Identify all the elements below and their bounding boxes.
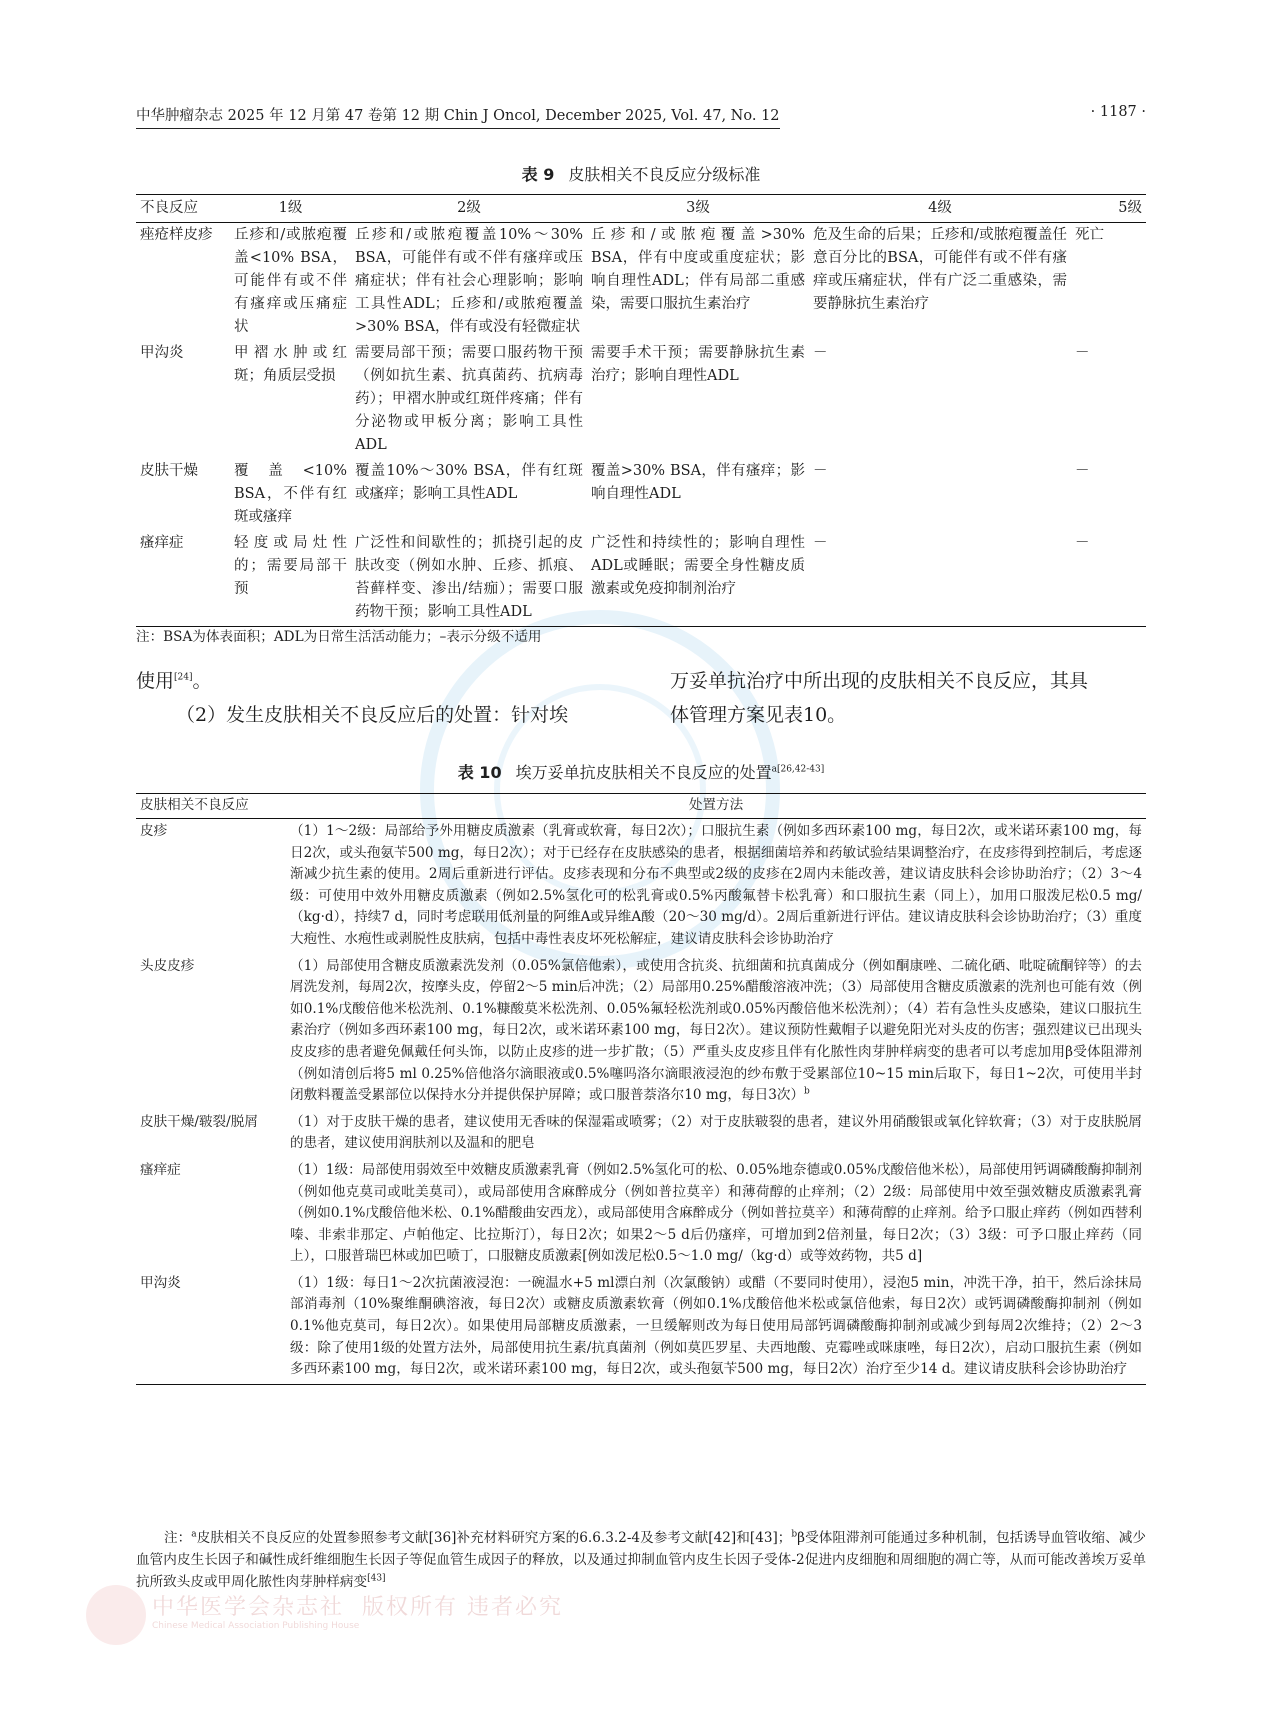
table9-cell: 需要局部干预；需要口服药物干预（例如抗生素、抗真菌药、抗病毒药）；甲褶水肿或红斑伴疼痛；伴有分泌物或甲板分离；影响工具性ADL — [355, 345, 583, 453]
table10-cell: （1）1～2级：局部给予外用糖皮质激素（乳膏或软膏，每日2次）；口服抗生素（例如多西环素100 mg，每日2次，或米诺环素100 mg，每日2次，或头孢氨苄500 mg，每日2次）；对于已经存在皮肤感染的患者，根据细菌培养和药敏试验结果调整治疗，在皮疹得到控制后，考虑逐渐减少抗生素的使用。2周后重新进行评估。皮疹表现和分布不典型或2级的皮疹在2周内未能改善，建议请皮肤科会诊协助治疗；（2）3～4级：可使用中效外用糖皮质激素（例如2.5%氢化可的松乳膏或0.5%丙酸氟替卡松乳膏）和口服抗生素（同上），加用口服泼尼松0.5 mg/（kg·d），持续7 d，同时考虑联用低剂量的阿维A或异维A酸（20～30 mg/d）。2周后重新进行评估。建议请皮肤科会诊协助治疗；（3）重度大疱性、水疱性或剥脱性皮肤病，包括中毒性表皮坏死松解症，建议请皮肤科会诊协助治疗 — [290, 823, 1142, 947]
table10-title: 埃万妥单抗皮肤相关不良反应的处置 — [515, 763, 772, 782]
table9-note: 注：BSA为体表面积；ADL为日常生活活动能力；–表示分级不适用 — [136, 629, 542, 645]
table-row — [136, 531, 1146, 627]
table-row — [136, 1110, 1146, 1158]
table-row — [136, 1271, 1146, 1384]
table10-note: 注：$^a$皮肤相关不良反应的处置参照参考文献[36]补充材料研究方案的6.6.3.2-4及参考文献[42]和[43]；$^b$β受体阻滞剂可能通过多种机制，包括诱导血管收缩、减少血管内皮生长因子和碱性成纤维细胞生长因子等促血管生成因子的释放，以及通过抑制血管内皮生长因子受体-2促进内皮细胞和周细胞的凋亡等，从而可能改善埃万妥单抗所致头皮或甲周化脓性肉芽肿样病变[43] — [136, 1529, 1147, 1590]
table9-cell: － — [1075, 463, 1090, 479]
table9-header: 3级 — [587, 195, 809, 223]
table-row — [136, 1158, 1146, 1271]
table-row — [136, 341, 1146, 459]
table10-header: 处置方法 — [286, 794, 1146, 819]
table9-title: 皮肤相关不良反应分级标准 — [568, 165, 761, 184]
table9-cell: － — [813, 345, 828, 361]
table9-header: 5级 — [1071, 195, 1146, 223]
table10-caption — [136, 760, 1146, 783]
table9-cell: 丘疹和/或脓疱覆盖>30% BSA，伴有中度或重度症状；影响自理性ADL；伴有局部二重感染，需要口服抗生素治疗 — [591, 227, 805, 312]
table10-cell: （1）1级：局部使用弱效至中效糖皮质激素乳膏（例如2.5%氢化可的松、0.05%地奈德或0.05%戊酸倍他米松），局部使用钙调磷酸酶抑制剂（例如他克莫司或吡美莫司），或局部使用含麻醉成分（例如普拉莫辛）和薄荷醇的止痒剂；（2）2级：局部使用中效至强效糖皮质激素乳膏（例如0.1%戊酸倍他米松、0.1%醋酸曲安西龙），或局部使用含麻醉成分（例如普拉莫辛）和薄荷醇的止痒剂。给予口服止痒药（例如西替利嗪、非索非那定、卢帕他定、比拉斯汀），每日2次；如果2～5 d后仍瘙痒，可增加到2倍剂量，每日2次；（3）3级：可予口服止痒药（同上），口服普瑞巴林或加巴喷丁，口服糖皮质激素[例如泼尼松0.5～1.0 mg/（kg·d）或等效药物，共5 d] — [290, 1161, 1142, 1265]
table10 — [136, 793, 1146, 1385]
table10-header-row — [136, 794, 1146, 819]
body-left-line2: （2）发生皮肤相关不良反应后的处置：针对埃 — [176, 704, 569, 726]
table10-cell: （1）对于皮肤干燥的患者，建议使用无香味的保湿霜或喷雾；（2）对于皮肤皲裂的患者，建议外用硝酸银或氧化锌软膏；（3）对于皮肤脱屑的患者，建议使用润肤剂以及温和的肥皂 — [290, 1113, 1142, 1152]
table10-header: 皮肤相关不良反应 — [136, 794, 286, 819]
table9-cell: 丘疹和/或脓疱覆盖10%～30% BSA，可能伴有或不伴有瘙痒或压痛症状；伴有社会心理影响；影响工具性ADL；丘疹和/或脓疱覆盖>30% BSA，伴有或没有轻微症状 — [355, 227, 583, 335]
journal-citation: 中华肿瘤杂志 2025 年 12 月第 47 卷第 12 期 Chin J Oncol, December 2025, Vol. 47, No. 12 — [136, 104, 780, 129]
table-row — [136, 223, 1146, 342]
table10-cell: （1）局部使用含糖皮质激素洗发剂（0.05%氯倍他索），或使用含抗炎、抗细菌和抗真菌成分（例如酮康唑、二硫化硒、吡啶硫酮锌等）的去屑洗发剂，每周2次，按摩头皮，停留2～5 min后冲洗；（2）局部用0.25%醋酸溶液冲洗；（3）局部使用含糖皮质激素的洗剂也可能有效（例如0.1%戊酸倍他米松洗剂、0.1%糠酸莫米松洗剂、0.05%氟轻松洗剂或0.05%丙酸倍他米松洗剂）；（4）若有急性头皮感染，建议口服抗生素治疗（例如多西环素100 mg，每日2次，或米诺环素100 mg，每日2次）。建议预防性戴帽子以避免阳光对头皮的伤害；强烈建议已出现头皮皮疹的患者避免佩戴任何头饰，以防止皮疹的进一步扩散；（5）严重头皮皮疹且伴有化脓性肉芽肿样病变的患者可以考虑加用β受体阻滞剂（例如清创后将5 ml 0.25%倍他洛尔滴眼液或0.5%噻吗洛尔滴眼液浸泡的纱布敷于受累部位10~15 min后取下，每日1~2次，可使用半封闭敷料覆盖受累部位以保持水分并提供保护屏障；或口服普萘洛尔10 mg，每日3次）$^b$ — [290, 957, 1142, 1104]
table10-cell: 头皮皮疹 — [140, 957, 195, 974]
body-right-line1: 万妥单抗治疗中所出现的皮肤相关不良反应，其具 — [670, 670, 1089, 692]
table9-cell: 广泛性和持续性的；影响自理性ADL或睡眠；需要全身性糖皮质激素或免疫抑制剂治疗 — [587, 531, 809, 627]
table9-cell: － — [1075, 345, 1090, 361]
body-left-line1: 使用[24]。 — [136, 670, 212, 692]
table9-cell: 皮肤干燥 — [140, 463, 198, 479]
table9-header: 不良反应 — [136, 195, 230, 223]
table-row — [136, 954, 1146, 1110]
table9-cell: 甲褶水肿或红斑；角质层受损 — [234, 345, 347, 384]
table-row — [136, 819, 1146, 954]
table9-cell: 丘疹和/或脓疱覆盖<10% BSA，可能伴有或不伴有瘙痒或压痛症状 — [234, 227, 347, 335]
table9-header: 4级 — [809, 195, 1071, 223]
table9-header-row — [136, 195, 1146, 223]
table9-cell: 覆盖10%～30% BSA，伴有红斑或瘙痒；影响工具性ADL — [355, 463, 583, 502]
table10-label: 表 10 — [457, 763, 502, 782]
table9-cell: 死亡 — [1075, 227, 1104, 243]
publisher-logo-icon — [86, 1585, 146, 1645]
table9-cell: 痤疮样皮疹 — [140, 227, 213, 243]
running-header — [136, 104, 1146, 130]
publisher-watermark: 中华医学会杂志社 版权所有 违者必究 Chinese Medical Association Publishing House — [152, 1595, 564, 1631]
table10-cell: 甲沟炎 — [136, 1271, 286, 1384]
table10-cell: 皮肤干燥/皲裂/脱屑 — [140, 1113, 258, 1130]
table9 — [136, 194, 1146, 627]
table10-cell: 皮疹 — [140, 823, 168, 839]
table9-header: 1级 — [230, 195, 351, 223]
table10-cell: （1）1级：每日1～2次抗菌液浸泡：一碗温水+5 ml漂白剂（次氯酸钠）或醋（不要同时使用），浸泡5 min，冲洗干净，拍干，然后涂抹局部消毒剂（10%聚维酮碘溶液，每日2次）或糖皮质激素软膏（例如0.1%戊酸倍他米松或氯倍他索，每日2次）或钙调磷酸酶抑制剂（例如0.1%他克莫司，每日2次）。如果使用局部糖皮质激素，一旦缓解则改为每日使用局部钙调磷酸酶抑制剂或减少到每周2次维持；（2）2～3级：除了使用1级的处置方法外，局部使用抗生素/抗真菌剂（例如莫匹罗星、夫西地酸、克霉唑或咪康唑，每日2次），启动口服抗生素（例如多西环素100 mg，每日2次，或米诺环素100 mg，每日2次，或头孢氨苄500 mg，每日2次）治疗至少14 d。建议请皮肤科会诊协助治疗 — [286, 1271, 1146, 1384]
table9-cell: － — [813, 463, 828, 479]
table-row — [136, 459, 1146, 531]
table10-title-sup: a[26,42-43] — [771, 764, 825, 775]
body-right-line2: 体管理方案见表10。 — [670, 704, 847, 726]
table9-cell: 瘙痒症 — [136, 531, 230, 627]
table9-cell: － — [1071, 531, 1146, 627]
table9-caption — [136, 162, 1146, 185]
table9-label: 表 9 — [521, 165, 555, 184]
table9-cell: 广泛性和间歇性的；抓挠引起的皮肤改变（例如水肿、丘疹、抓痕、苔藓样变、渗出/结痂）；需要口服药物干预；影响工具性ADL — [351, 531, 587, 627]
table9-cell: 覆盖<10% BSA，不伴有红斑或瘙痒 — [234, 463, 347, 525]
table9-header: 2级 — [351, 195, 587, 223]
table9-cell: － — [809, 531, 1071, 627]
table9-cell: 危及生命的后果；丘疹和/或脓疱覆盖任意百分比的BSA，可能伴有或不伴有瘙痒或压痛症状，伴有广泛二重感染，需要静脉抗生素治疗 — [813, 227, 1067, 312]
table9-cell: 需要手术干预；需要静脉抗生素治疗；影响自理性ADL — [591, 345, 805, 384]
page-number: · 1187 · — [1090, 104, 1146, 120]
table9-cell: 甲沟炎 — [140, 345, 184, 361]
table9-cell: 覆盖>30% BSA，伴有瘙痒；影响自理性ADL — [591, 463, 805, 502]
table9-cell: 轻度或局灶性的；需要局部干预 — [230, 531, 351, 627]
table10-cell: 瘙痒症 — [140, 1161, 181, 1178]
